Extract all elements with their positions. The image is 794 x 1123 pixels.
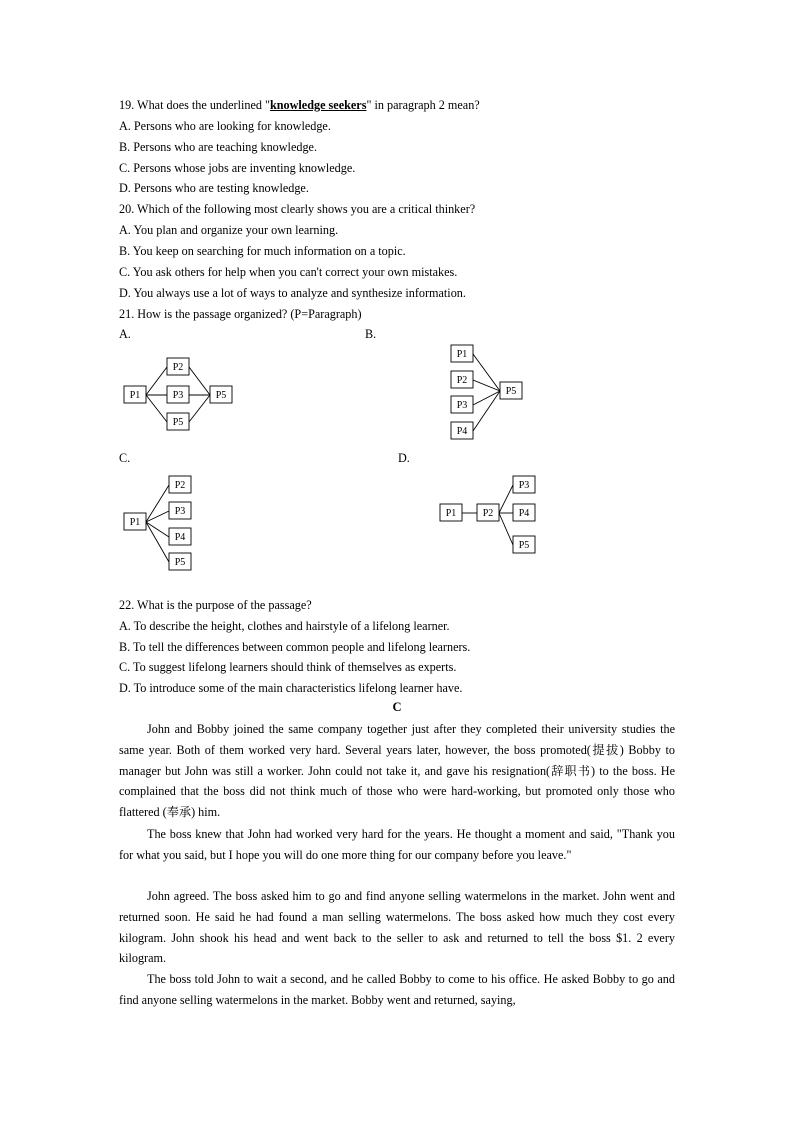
question-20: 20. Which of the following most clearly shows you are a critical thinker?: [119, 202, 476, 216]
svg-text:P3: P3: [172, 390, 184, 401]
q22-option-b: B. To tell the differences between common people and lifelong learners.: [119, 640, 471, 654]
diagram-d-node-p1: [440, 504, 462, 521]
diagram-label-a: A.: [119, 327, 131, 341]
diagram-label-c: C.: [119, 451, 131, 465]
q20-option-b: B. You keep on searching for much information on a topic.: [119, 244, 406, 258]
passage-paragraph-2: The boss knew that John had worked very hard for the years. He thought a moment and said, "Thank you for what you said, but I hope you will do one more thing for our company before you leave.": [119, 827, 675, 862]
q22-option-d: D. To introduce some of the main characteristics lifelong learner have.: [119, 681, 463, 695]
q19-option-b: B. Persons who are teaching knowledge.: [119, 140, 317, 154]
diagram-a-node-p5-lower: [167, 413, 189, 430]
question-19-text-end: " in paragraph 2 mean?: [366, 98, 480, 112]
q22-option-c: C. To suggest lifelong learners should think of themselves as experts.: [119, 660, 457, 674]
svg-text:P5: P5: [505, 386, 517, 397]
svg-text:P5: P5: [215, 390, 227, 401]
section-title: C: [392, 700, 402, 714]
diagram-label-b: B.: [365, 327, 377, 341]
svg-text:P4: P4: [518, 508, 530, 519]
svg-text:P5: P5: [172, 417, 184, 428]
q20-option-d: D. You always use a lot of ways to analyze and synthesize information.: [119, 286, 466, 300]
diagram-d-node-p4: [513, 504, 535, 521]
diagram-d-node-p3: [513, 476, 535, 493]
svg-text:P2: P2: [172, 362, 184, 373]
svg-text:P1: P1: [129, 390, 141, 401]
q20-option-a: A. You plan and organize your own learning.: [119, 223, 339, 237]
svg-text:P2: P2: [456, 375, 468, 386]
diagram-c-node-p1: [124, 513, 146, 530]
diagram-b-node-p1: [451, 345, 473, 362]
passage-paragraph-1: John and Bobby joined the same company together just after they completed their university studies the same year. Both of them worked very hard. Several years later, however, the boss promoted(提拔) Bobby to manager but John was still a worker. John could not take it, and gave his resignation(辞职书) to the boss. He complained that the boss did not think much of those who were hard-working, but promoted only those who flattered (奉承) him.: [119, 722, 675, 820]
diagram-c-node-p5: [169, 553, 191, 570]
passage-paragraph-3: John agreed. The boss asked him to go and find anyone selling watermelons in the market. John went and returned soon. He said he had found a man selling watermelons. The boss asked how much they cost every kilogram. John shook his head and went back to the seller to ask and returned to tell the boss $1. 2 every kilogram.: [119, 889, 675, 966]
diagram-a-node-p1: [124, 386, 146, 403]
diagram-b-node-p2: [451, 371, 473, 388]
svg-text:P4: P4: [456, 426, 468, 437]
svg-text:P1: P1: [129, 517, 141, 528]
q22-option-a: A. To describe the height, clothes and hairstyle of a lifelong learner.: [119, 619, 450, 633]
svg-text:P3: P3: [518, 480, 530, 491]
diagram-a-node-p5-right: [210, 386, 232, 403]
diagram-c-node-p3: [169, 502, 191, 519]
diagram-d-node-p5: [513, 536, 535, 553]
svg-text:P4: P4: [174, 532, 186, 543]
diagram-label-d: D.: [398, 451, 410, 465]
svg-text:P2: P2: [174, 480, 186, 491]
underlined-term: knowledge seekers: [269, 98, 367, 112]
diagram-a-node-p3: [167, 386, 189, 403]
svg-text:P5: P5: [174, 557, 186, 568]
diagram-c-node-p4: [169, 528, 191, 545]
diagram-b-node-p4: [451, 422, 473, 439]
svg-text:P1: P1: [445, 508, 457, 519]
passage-paragraph-4: The boss told John to wait a second, and he called Bobby to come to his office. He asked Bobby to go and find anyone selling watermelons in the market. Bobby went and returned, saying,: [119, 972, 675, 1007]
svg-text:P5: P5: [518, 540, 530, 551]
diagram-a-node-p2: [167, 358, 189, 375]
diagram-b-node-p3: [451, 396, 473, 413]
question-21: 21. How is the passage organized? (P=Paragraph): [119, 307, 362, 321]
q20-option-c: C. You ask others for help when you can't correct your own mistakes.: [119, 265, 458, 279]
q19-option-a: A. Persons who are looking for knowledge.: [119, 119, 331, 133]
svg-text:P1: P1: [456, 349, 468, 360]
diagram-b-node-p5: [500, 382, 522, 399]
q19-option-c: C. Persons whose jobs are inventing knowledge.: [119, 161, 356, 175]
question-19-text: 19. What does the underlined ": [119, 98, 270, 112]
svg-text:P2: P2: [482, 508, 494, 519]
q19-option-d: D. Persons who are testing knowledge.: [119, 181, 309, 195]
diagram-d-node-p2: [477, 504, 499, 521]
question-22: 22. What is the purpose of the passage?: [119, 598, 312, 612]
svg-text:P3: P3: [174, 506, 186, 517]
svg-text:P3: P3: [456, 400, 468, 411]
diagram-c-node-p2: [169, 476, 191, 493]
